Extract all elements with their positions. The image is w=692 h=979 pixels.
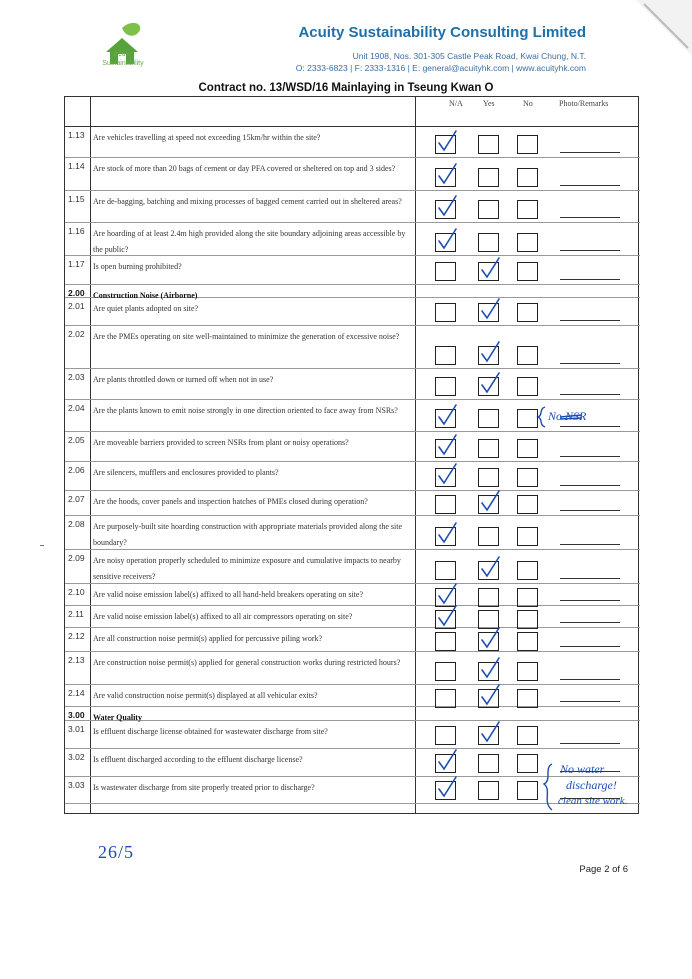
handwritten-date: 26/5 [98, 842, 135, 862]
item-number: 3.02 [68, 752, 85, 762]
checklist-row [65, 516, 640, 550]
remarks-line [560, 152, 620, 153]
page-number: Page 2 of 6 [579, 864, 628, 875]
checkbox-no[interactable] [517, 262, 538, 281]
remarks-line [560, 456, 620, 457]
question-text: Are valid construction noise permit(s) displayed at all vehicular exits? [93, 691, 318, 700]
question-text: Are silencers, mufflers and enclosures provided to plants? [93, 468, 279, 477]
checklist-row [65, 462, 640, 491]
checklist-row [65, 721, 640, 749]
checkbox-na[interactable] [435, 561, 456, 580]
item-number: 2.13 [68, 655, 85, 665]
item-number: 2.03 [68, 372, 85, 382]
checkbox-no[interactable] [517, 495, 538, 514]
checklist-row [65, 191, 640, 223]
checkmark-icon [477, 257, 503, 281]
checklist-row [65, 223, 640, 256]
item-number: 2.06 [68, 465, 85, 475]
column-header-na: N/A [449, 99, 463, 108]
checkmark-icon [434, 776, 460, 800]
checkmark-icon [434, 749, 460, 773]
checkbox-no[interactable] [517, 200, 538, 219]
checkmark-icon [477, 490, 503, 514]
checkbox-no[interactable] [517, 527, 538, 546]
checklist-row [65, 685, 640, 707]
page-curl-icon [636, 0, 692, 56]
checkmark-icon [434, 130, 460, 154]
remarks-line [560, 363, 620, 364]
checkbox-no[interactable] [517, 561, 538, 580]
question-text: Are de-bagging, batching and mixing processes of bagged cement carried out in sheltered areas? [93, 197, 402, 206]
checkbox-no[interactable] [517, 168, 538, 187]
question-text: Are valid noise emission label(s) affixed to all air compressors operating on site? [93, 612, 353, 621]
company-address: Unit 1908, Nos. 301-305 Castle Peak Road, Kwai Chung, N.T. [352, 51, 586, 61]
remarks-line [560, 622, 620, 623]
checkbox-yes[interactable] [478, 588, 499, 607]
remarks-line [560, 510, 620, 511]
remarks-line [560, 743, 620, 744]
question-text: Are noisy operation properly scheduled to minimize exposure and cumulative impacts to nearby sensitive receivers? [93, 556, 401, 581]
checkbox-no[interactable] [517, 135, 538, 154]
checkbox-yes[interactable] [478, 439, 499, 458]
checkmark-icon [477, 556, 503, 580]
checkbox-no[interactable] [517, 610, 538, 629]
checklist-row [65, 127, 640, 158]
remarks-line [560, 250, 620, 251]
logo-text [88, 50, 158, 68]
checkbox-no[interactable] [517, 726, 538, 745]
company-contact: O: 2333-6823 | F: 2333-1316 | E: general@acuityhk.com | www.acuityhk.com [295, 63, 586, 73]
section-row [65, 707, 640, 721]
logo-text-line1: Acuity [113, 51, 133, 58]
brace-mark [540, 762, 558, 814]
checkbox-yes[interactable] [478, 409, 499, 428]
checklist-row [65, 584, 640, 606]
checkbox-na[interactable] [435, 689, 456, 708]
column-header-yes: Yes [483, 99, 495, 108]
remarks-line [560, 279, 620, 280]
checkbox-na[interactable] [435, 262, 456, 281]
checkbox-no[interactable] [517, 468, 538, 487]
checkbox-no[interactable] [517, 689, 538, 708]
checklist-table [64, 96, 639, 814]
item-number: 2.09 [68, 553, 85, 563]
item-number: 2.02 [68, 329, 85, 339]
checkbox-no[interactable] [517, 303, 538, 322]
section-title: Construction Noise (Airborne) [93, 291, 198, 300]
item-number: 1.17 [68, 259, 85, 269]
checklist-row [65, 432, 640, 462]
checklist-row [65, 158, 640, 191]
remark-3-02-line1: No water [560, 762, 605, 776]
checkbox-na[interactable] [435, 303, 456, 322]
logo-text-line2: Sustainability [102, 60, 144, 67]
item-number: 3.00 [68, 710, 85, 720]
item-number: 2.04 [68, 403, 85, 413]
checkbox-no[interactable] [517, 233, 538, 252]
item-number: 2.05 [68, 435, 85, 445]
item-number: 2.11 [68, 609, 84, 619]
remark-2-04: No NSR [548, 409, 587, 423]
item-number: 2.07 [68, 494, 85, 504]
question-text: Are the plants known to emit noise strongly in one direction oriented to face away from NSRs? [93, 406, 398, 415]
checkmark-icon [434, 404, 460, 428]
checkmark-icon [477, 657, 503, 681]
checklist-row [65, 628, 640, 652]
question-text: Is effluent discharge license obtained for wastewater discharge from site? [93, 727, 328, 736]
item-number: 1.13 [68, 130, 85, 140]
question-text: Is effluent discharged according to the effluent discharge license? [93, 755, 303, 764]
checkmark-icon [434, 583, 460, 607]
remarks-line [560, 185, 620, 186]
question-text: Are hoarding of at least 2.4m high provided along the site boundary adjoining areas accessible by the public? [93, 229, 406, 254]
checkbox-no[interactable] [517, 588, 538, 607]
remarks-line [560, 320, 620, 321]
checkbox-no[interactable] [517, 662, 538, 681]
checkbox-no[interactable] [517, 439, 538, 458]
checkbox-no[interactable] [517, 377, 538, 396]
column-header-remarks: Photo/Remarks [559, 99, 609, 108]
item-number: 3.03 [68, 780, 85, 790]
brace-mark [535, 405, 549, 429]
section-row [65, 285, 640, 298]
item-number: 2.08 [68, 519, 85, 529]
checklist-row [65, 652, 640, 685]
remark-3-02-line2: discharge! [566, 778, 617, 792]
checkmark-icon [477, 341, 503, 365]
checkbox-yes[interactable] [478, 754, 499, 773]
item-number: 2.10 [68, 587, 85, 597]
checkmark-icon [434, 195, 460, 219]
checkbox-na[interactable] [435, 632, 456, 651]
checkmark-icon [477, 721, 503, 745]
company-address-block [296, 50, 586, 74]
checkbox-na[interactable] [435, 377, 456, 396]
checkbox-yes[interactable] [478, 468, 499, 487]
item-number: 2.12 [68, 631, 85, 641]
checkmark-icon [434, 434, 460, 458]
margin-mark [40, 545, 44, 546]
contract-title: Contract no. 13/WSD/16 Mainlaying in Tseung Kwan O [198, 82, 494, 94]
checklist-row [65, 298, 640, 326]
checkmark-icon [477, 627, 503, 651]
checkbox-yes[interactable] [478, 200, 499, 219]
remarks-line [560, 426, 620, 427]
remarks-line [560, 600, 620, 601]
item-number: 3.01 [68, 724, 85, 734]
remark-3-02-line3: clean site work. [558, 795, 628, 807]
checkbox-no[interactable] [517, 346, 538, 365]
question-text: Are quiet plants adopted on site? [93, 304, 199, 313]
remarks-line [560, 394, 620, 395]
item-number: 1.16 [68, 226, 85, 236]
question-text: Are construction noise permit(s) applied for general construction works during restricted hours? [93, 658, 401, 667]
item-number: 1.15 [68, 194, 85, 204]
checkbox-yes[interactable] [478, 135, 499, 154]
checkbox-yes[interactable] [478, 168, 499, 187]
checkbox-na[interactable] [435, 662, 456, 681]
checkmark-icon [434, 522, 460, 546]
question-text: Are purposely-built site hoarding construction with appropriate materials provided along the site boundary? [93, 522, 403, 547]
checklist-row [65, 326, 640, 369]
section-title: Water Quality [93, 713, 142, 722]
question-text: Are plants throttled down or turned off when not in use? [93, 375, 274, 384]
checkmark-icon [434, 228, 460, 252]
question-text: Are the hoods, cover panels and inspection hatches of PMEs closed during operation? [93, 497, 368, 506]
strikethrough-mark [558, 411, 584, 423]
item-number: 2.01 [68, 301, 85, 311]
checkmark-icon [434, 605, 460, 629]
checkbox-na[interactable] [435, 495, 456, 514]
checkbox-na[interactable] [435, 726, 456, 745]
question-text: Are stock of more than 20 bags of cement or day PFA covered or sheltered on top and 3 sides? [93, 164, 396, 173]
remarks-line [560, 646, 620, 647]
checkbox-na[interactable] [435, 346, 456, 365]
checkbox-no[interactable] [517, 632, 538, 651]
checklist-row [65, 550, 640, 584]
checkbox-yes[interactable] [478, 233, 499, 252]
checkbox-yes[interactable] [478, 527, 499, 546]
question-text: Are all construction noise permit(s) applied for percussive piling work? [93, 634, 323, 643]
column-header-no: No [523, 99, 533, 108]
checkmark-icon [477, 298, 503, 322]
checkbox-no[interactable] [517, 754, 538, 773]
question-text: Is wastewater discharge from site properly treated prior to discharge? [93, 783, 315, 792]
checkmark-icon [477, 684, 503, 708]
remarks-line [560, 485, 620, 486]
remarks-line [560, 217, 620, 218]
question-text: Are moveable barriers provided to screen NSRs from plant or noisy operations? [93, 438, 349, 447]
checkbox-yes[interactable] [478, 781, 499, 800]
checklist-row [65, 491, 640, 516]
checkmark-icon [434, 163, 460, 187]
company-name: Acuity Sustainability Consulting Limited [298, 24, 586, 41]
checklist-row [65, 606, 640, 628]
remarks-line [560, 578, 620, 579]
question-text: Are valid noise emission label(s) affixed to all hand-held breakers operating on site? [93, 590, 363, 599]
remarks-line [560, 701, 620, 702]
question-text: Is open burning prohibited? [93, 262, 182, 271]
remarks-line [560, 544, 620, 545]
checklist-row [65, 256, 640, 285]
remarks-line [560, 679, 620, 680]
item-number: 2.00 [68, 288, 85, 298]
checkmark-icon [434, 463, 460, 487]
item-number: 2.14 [68, 688, 85, 698]
question-text: Are the PMEs operating on site well-maintained to minimize the generation of excessive noise? [93, 332, 400, 341]
checkbox-no[interactable] [517, 781, 538, 800]
checkmark-icon [477, 372, 503, 396]
item-number: 1.14 [68, 161, 85, 171]
checklist-row [65, 369, 640, 400]
question-text: Are vehicles travelling at speed not exceeding 15km/hr within the site? [93, 133, 321, 142]
